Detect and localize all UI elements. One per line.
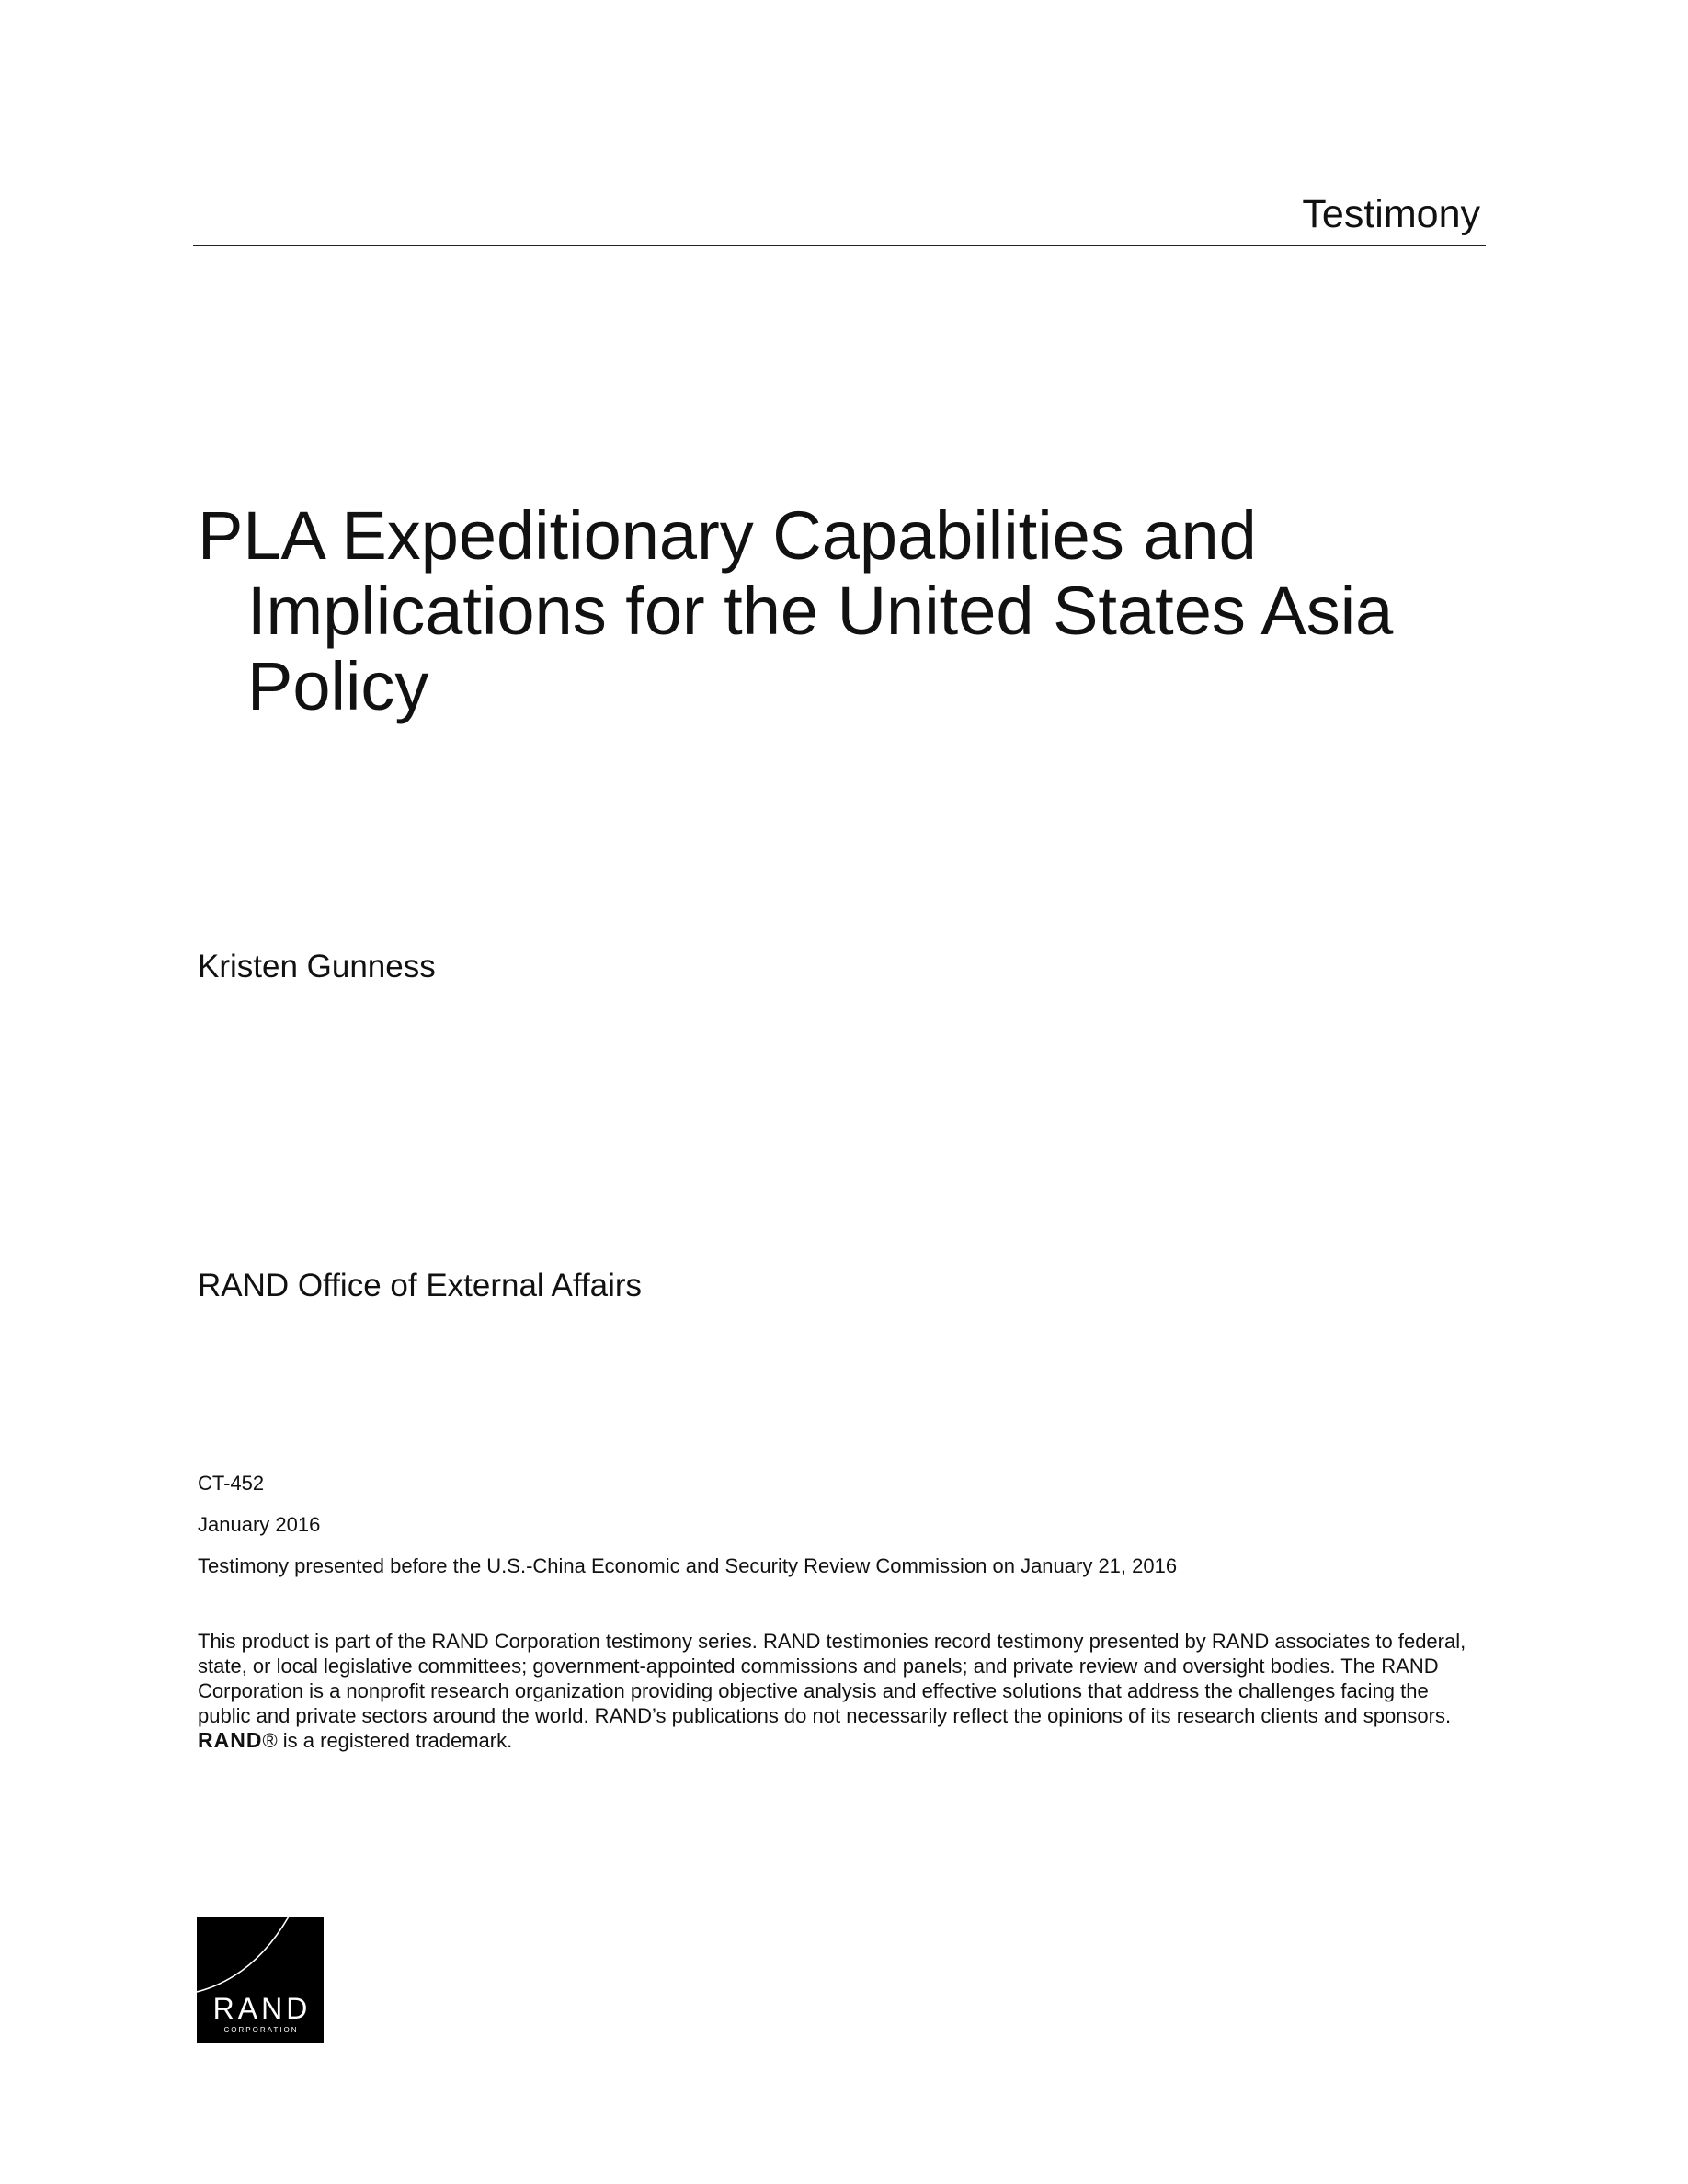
author-name: Kristen Gunness [198,949,436,984]
logo-wordmark: RAND [212,1992,312,2025]
rand-trademark-wordmark: RAND [198,1728,263,1752]
rand-corporation-logo [197,1917,324,2043]
series-disclaimer [198,1629,1485,1753]
testimony-presented-line: Testimony presented before the U.S.-China Economic and Security Review Commission on January 21, 2016 [198,1554,1178,1577]
document-date: January 2016 [198,1513,321,1536]
trademark-text: ® is a registered trademark. [262,1729,513,1752]
document-title: PLA Expeditionary Capabilities and Implications for the United States Asia Policy [198,497,1394,724]
disclaimer-text: This product is part of the RAND Corporation testimony series. RAND testimonies record testimony presented by RAND associates to federal, state, or local legislative committees; government-appointed commissions and panels; and private review and oversight bodies. The RAND Corporation is a nonprofit research organization providing objective analysis and effective solutions that address the challenges facing the public and private sectors around the world. RAND’s publications do not necessarily reflect the opinions of its research clients and sponsors. [198,1630,1466,1727]
office-name: RAND Office of External Affairs [198,1268,643,1303]
document-type-label: Testimony [1302,192,1480,236]
header-divider [193,245,1486,246]
document-number: CT-452 [198,1472,265,1495]
logo-subtitle: CORPORATION [223,2026,299,2034]
